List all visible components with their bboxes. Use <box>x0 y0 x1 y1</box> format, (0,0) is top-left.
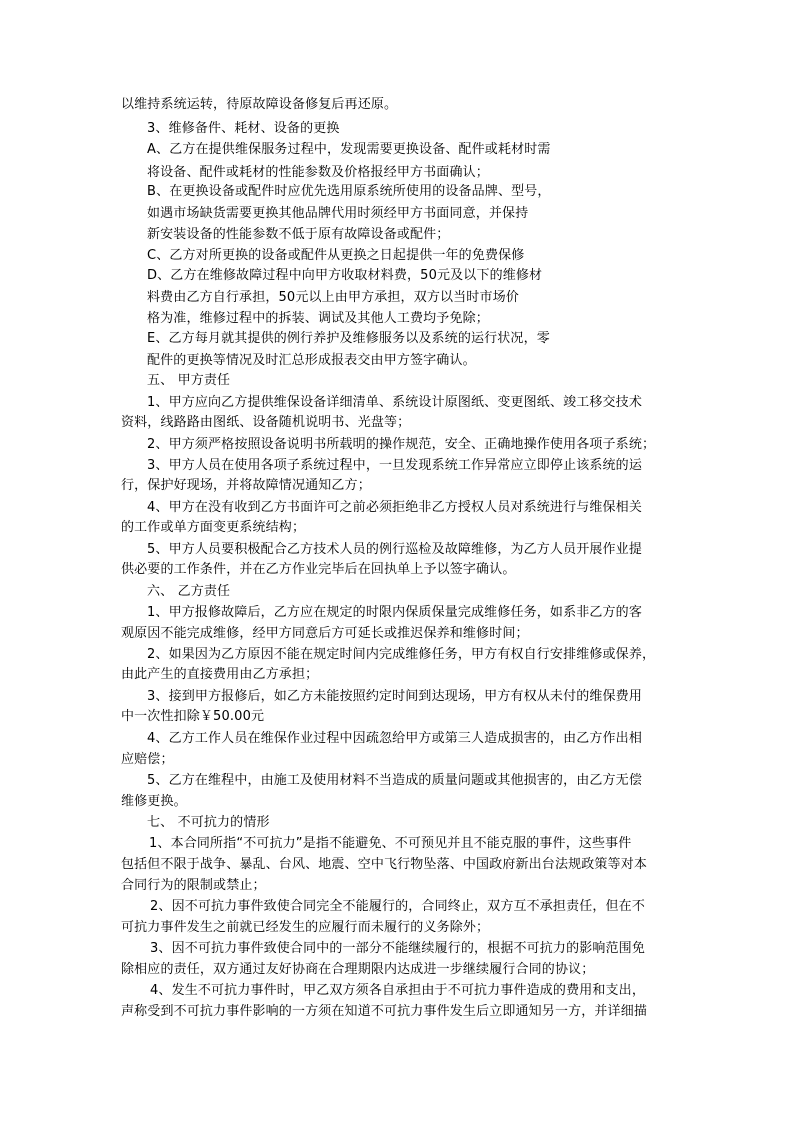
section-heading: 五、 甲方责任 <box>147 373 231 388</box>
text-line: 合同行为的限制或禁止； <box>121 878 266 893</box>
text-line: 3、甲方人员在使用各项子系统过程中，一旦发现系统工作异常应立即停止该系统的运 <box>147 458 642 473</box>
text-line: 1、甲方应向乙方提供维保设备详细清单、系统设计原图纸、变更图纸、竣工移交技术 <box>147 395 642 410</box>
text-line: 新安装设备的性能参数不低于原有故障设备或配件； <box>147 227 450 242</box>
text-line: 维修更换。 <box>121 794 187 809</box>
text-line: 将设备、配件或耗材的性能参数及价格报经甲方书面确认； <box>147 165 489 180</box>
text-line: 1、本合同所指“不可抗力”是指不能避免、不可预见并且不能克服的事件，这些事件 <box>149 836 632 851</box>
text-line: 以维持系统运转，待原故障设备修复后再还原。 <box>121 97 398 112</box>
text-line: 2、因不可抗力事件致使合同完全不能履行的，合同终止，双方互不承担责任，但在不 <box>150 899 645 914</box>
text-line: 包括但不限于战争、暴乱、台风、地震、空中飞行物坠落、中国政府新出台法规政策等对本 <box>121 857 648 872</box>
text-line: 5、甲方人员要积极配合乙方技术人员的例行巡检及故障维修，为乙方人员开展作业提 <box>147 542 642 557</box>
section-heading: 3、维修备件、耗材、设备的更换 <box>147 121 340 136</box>
text-line: 由此产生的直接费用由乙方承担； <box>121 667 319 682</box>
text-line: 的工作或单方面变更系统结构； <box>121 520 306 535</box>
text-line: 供必要的工作条件，并在乙方作业完毕后在回执单上予以签字确认。 <box>121 562 516 577</box>
text-line: 4、甲方在没有收到乙方书面许可之前必须拒绝非乙方授权人员对系统进行与维保相关 <box>147 500 642 515</box>
text-line: 除相应的责任，双方通过友好协商在合理期限内达成进一步继续履行合同的协议； <box>121 962 595 977</box>
text-line: 3、接到甲方报修后，如乙方未能按照约定时间到达现场，甲方有权从未付的维保费用 <box>147 689 642 704</box>
text-line: 资料，线路路由图纸、设备随机说明书、光盘等； <box>121 415 411 430</box>
text-line: 中一次性扣除￥50.00元 <box>121 709 265 724</box>
text-line: 应赔偿； <box>121 752 174 767</box>
text-line: B、在更换设备或配件时应优先选用原系统所使用的设备品牌、型号， <box>147 184 551 199</box>
text-line: 2、如果因为乙方原因不能在规定时间内完成维修任务，甲方有权自行安排维修或保养， <box>147 647 656 662</box>
text-line: 5、乙方在维程中，由施工及使用材料不当造成的质量问题或其他损害的，由乙方无偿 <box>147 773 642 788</box>
text-line: 可抗力事件发生之前就已经发生的应履行而未履行的义务除外； <box>121 920 490 935</box>
text-line: A、乙方在提供维保服务过程中，发现需要更换设备、配件或耗材时需 <box>147 142 551 157</box>
text-line: 声称受到不可抗力事件影响的一方须在知道不可抗力事件发生后立即通知另一方，并详细描 <box>121 1004 648 1019</box>
section-heading: 六、 乙方责任 <box>147 584 231 599</box>
text-line: 观原因不能完成维修，经甲方同意后方可延长或推迟保养和维修时间； <box>121 626 529 641</box>
text-line: 2、甲方须严格按照设备说明书所载明的操作规范，安全、正确地操作使用各项子系统； <box>147 437 656 452</box>
text-line: 4、乙方工作人员在维保作业过程中因疏忽给甲方或第三人造成损害的，由乙方作出相 <box>147 731 642 746</box>
text-line: 3、因不可抗力事件致使合同中的一部分不能继续履行的，根据不可抗力的影响范围免 <box>150 941 645 956</box>
text-line: 1、甲方报修故障后，乙方应在规定的时限内保质保量完成维修任务，如系非乙方的客 <box>147 605 642 620</box>
text-line: 格为准，维修过程中的拆装、调试及其他人工费均予免除； <box>147 311 489 326</box>
section-heading: 七、 不可抗力的情形 <box>147 815 270 830</box>
text-line: 配件的更换等情况及时汇总形成报表交由甲方签字确认。 <box>147 353 476 368</box>
text-line: 如遇市场缺货需要更换其他品牌代用时须经甲方书面同意，并保持 <box>147 206 529 221</box>
text-line: 料费由乙方自行承担，50元以上由甲方承担，双方以当时市场价 <box>147 290 519 305</box>
text-line: E、乙方每月就其提供的例行养护及维修服务以及系统的运行状况，零 <box>147 331 550 346</box>
text-line: C、乙方对所更换的设备或配件从更换之日起提供一年的免费保修 <box>147 248 525 263</box>
text-line: 行，保护好现场，并将故障情况通知乙方； <box>121 478 371 493</box>
text-line: 4、发生不可抗力事件时，甲乙双方须各自承担由于不可抗力事件造成的费用和支出， <box>150 983 645 998</box>
text-line: D、乙方在维修故障过程中向甲方收取材料费，50元及以下的维修材 <box>147 268 543 283</box>
